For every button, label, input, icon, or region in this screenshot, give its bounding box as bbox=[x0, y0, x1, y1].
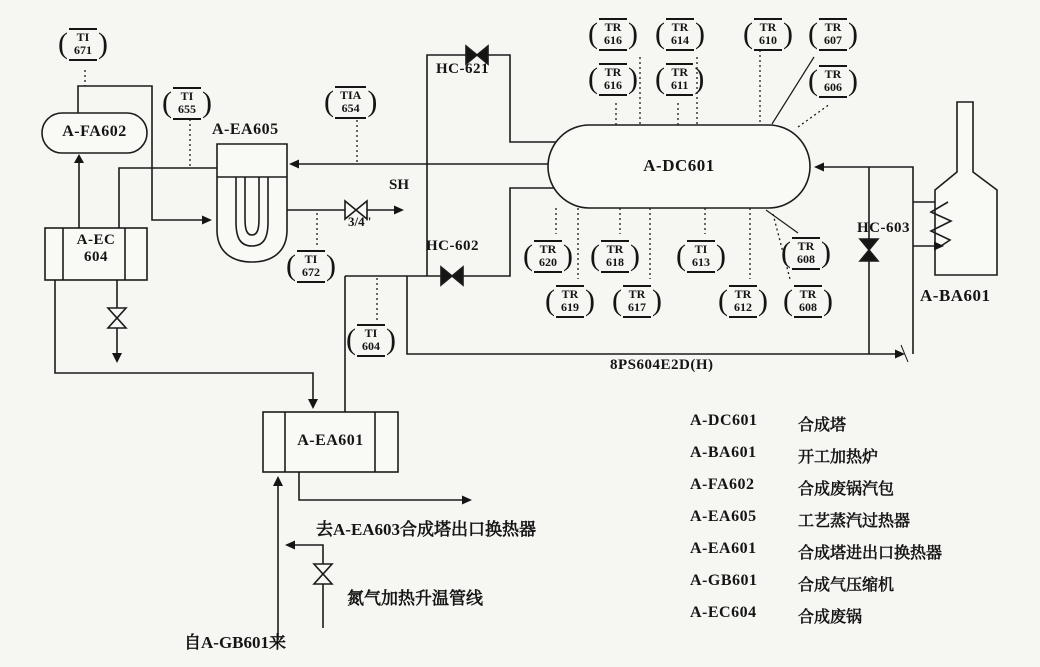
legend-code: A-EC604 bbox=[690, 604, 757, 621]
instrument-number: 610 bbox=[759, 32, 777, 47]
instrument-TR-607 bbox=[808, 14, 858, 54]
legend-row bbox=[690, 476, 894, 499]
instrument-number: 608 bbox=[799, 299, 817, 314]
legend-code: A-GB601 bbox=[690, 572, 758, 589]
label-ba601: A-BA601 bbox=[920, 286, 991, 305]
exchanger-ea605 bbox=[217, 144, 287, 262]
instrument-tag: ( TR bbox=[628, 286, 646, 301]
instrument-TR-608 bbox=[783, 281, 833, 321]
instrument-tag: ( TR bbox=[734, 286, 752, 301]
instrument-TI-671 bbox=[58, 24, 108, 64]
legend-name: 合成塔进出口换热器 bbox=[798, 545, 943, 562]
label-valve-size: 3/4" bbox=[348, 214, 372, 229]
legend-name: 合成气压缩机 bbox=[798, 577, 895, 594]
instrument-tag: ( TR bbox=[604, 19, 622, 34]
instrument-tag: ( TR bbox=[604, 64, 622, 79]
instrument-tag: ( TI bbox=[76, 29, 90, 44]
label-hc603: HC-603 bbox=[857, 220, 910, 236]
instrument-tag: ( TIA bbox=[340, 87, 362, 102]
instrument-number: 612 bbox=[734, 299, 752, 314]
instrument-tag: ( TR bbox=[671, 19, 689, 34]
valve-n2-line bbox=[314, 564, 332, 584]
label-n2-line: 氮气加热升温管线 bbox=[347, 589, 483, 608]
legend-code: A-FA602 bbox=[690, 476, 755, 493]
instrument-number: 654 bbox=[341, 100, 360, 115]
instrument-TR-619 bbox=[545, 281, 595, 321]
instrument-TR-618 bbox=[590, 236, 640, 276]
legend-row bbox=[690, 540, 942, 563]
valve-hc602 bbox=[441, 267, 463, 285]
instrument-TI-655 bbox=[162, 83, 212, 123]
label-dc601: A-DC601 bbox=[643, 156, 715, 175]
instrument-number: 672 bbox=[302, 264, 320, 279]
instrument-TR-616 bbox=[588, 59, 638, 99]
instrument-TIA-654 bbox=[324, 82, 377, 122]
legend-code: A-DC601 bbox=[690, 412, 758, 429]
instrument-TR-616 bbox=[588, 14, 638, 54]
instrument-tag: ( TR bbox=[561, 286, 579, 301]
instrument-number: 616 bbox=[604, 32, 622, 47]
label-to-ea603: 去A-EA603合成塔出口换热器 bbox=[316, 520, 537, 539]
label-hc602: HC-602 bbox=[426, 238, 479, 254]
instrument-tag: ( TR bbox=[759, 19, 777, 34]
instrument-number: 620 bbox=[539, 254, 557, 269]
instrument-TR-611 bbox=[655, 59, 704, 99]
legend-name: 合成塔 bbox=[798, 417, 847, 434]
instrument-tag: ( TI bbox=[364, 325, 378, 340]
label-ea601: A-EA601 bbox=[297, 432, 364, 449]
instrument-number: 607 bbox=[824, 32, 842, 47]
legend-name: 合成废锅汽包 bbox=[798, 481, 895, 498]
instrument-tag: ( TR bbox=[799, 286, 817, 301]
instrument-tag: ( TR bbox=[671, 64, 688, 79]
legend-name: 合成废锅 bbox=[798, 609, 863, 626]
instrument-number: 604 bbox=[362, 338, 380, 353]
valve-hc603 bbox=[860, 239, 878, 261]
valve-ec604-drain bbox=[108, 308, 126, 328]
instrument-TI-604 bbox=[346, 320, 396, 360]
instrument-number: 671 bbox=[74, 42, 92, 57]
instrument-tag: ( TR bbox=[824, 19, 842, 34]
label-fa602: A-FA602 bbox=[62, 123, 127, 140]
instrument-tag: ( TR bbox=[539, 241, 557, 256]
legend-code: A-EA605 bbox=[690, 508, 757, 525]
label-hc621: HC-621 bbox=[436, 61, 489, 77]
legend-row bbox=[690, 572, 894, 595]
instrument-number: 618 bbox=[606, 254, 624, 269]
legend-row bbox=[690, 412, 846, 435]
instrument-number: 614 bbox=[671, 32, 689, 47]
instrument-TI-672 bbox=[286, 246, 336, 286]
instrument-tag: ( TR bbox=[606, 241, 624, 256]
instrument-number: 617 bbox=[628, 299, 646, 314]
instrument-number: 619 bbox=[561, 299, 579, 314]
instrument-tag: ( TI bbox=[304, 251, 318, 266]
instrument-TI-613 bbox=[676, 236, 726, 276]
instrument-TR-606 bbox=[808, 61, 858, 101]
label-8ps-line: 8PS604E2D(H) bbox=[610, 357, 714, 373]
instrument-TR-620 bbox=[523, 236, 573, 276]
instrument-tag: ( TR bbox=[797, 238, 815, 253]
instrument-number: 613 bbox=[692, 254, 710, 269]
instrument-TR-614 bbox=[655, 14, 705, 54]
instrument-TR-608 bbox=[781, 233, 831, 273]
instrument-TR-610 bbox=[743, 14, 793, 54]
instrument-number: 655 bbox=[178, 101, 196, 116]
instrument-tag: ( TI bbox=[180, 88, 194, 103]
label-ec604-line2: 604 bbox=[84, 249, 108, 265]
instrument-number: 616 bbox=[604, 77, 622, 92]
instrument-TR-617 bbox=[612, 281, 662, 321]
instrument-tag: ( TI bbox=[694, 241, 708, 256]
instrument-tag: ( TR bbox=[824, 66, 842, 81]
legend-code: A-EA601 bbox=[690, 540, 757, 557]
label-from-gb601: 自A-GB601来 bbox=[184, 633, 286, 652]
legend-row bbox=[690, 444, 878, 467]
instrument-number: 606 bbox=[824, 79, 842, 94]
legend-code: A-BA601 bbox=[690, 444, 757, 461]
instrument-number: 608 bbox=[797, 251, 815, 266]
legend-row bbox=[690, 604, 862, 627]
legend-name: 工艺蒸汽过热器 bbox=[798, 513, 911, 530]
legend-row bbox=[690, 508, 910, 531]
legend-name: 开工加热炉 bbox=[798, 449, 879, 466]
furnace-ba601 bbox=[931, 102, 997, 275]
label-sh: SH bbox=[389, 177, 410, 193]
label-ea605: A-EA605 bbox=[212, 121, 279, 138]
instrument-TR-612 bbox=[718, 281, 768, 321]
label-ec604-line1: A-EC bbox=[76, 232, 116, 248]
instrument-number: 611 bbox=[671, 77, 689, 92]
